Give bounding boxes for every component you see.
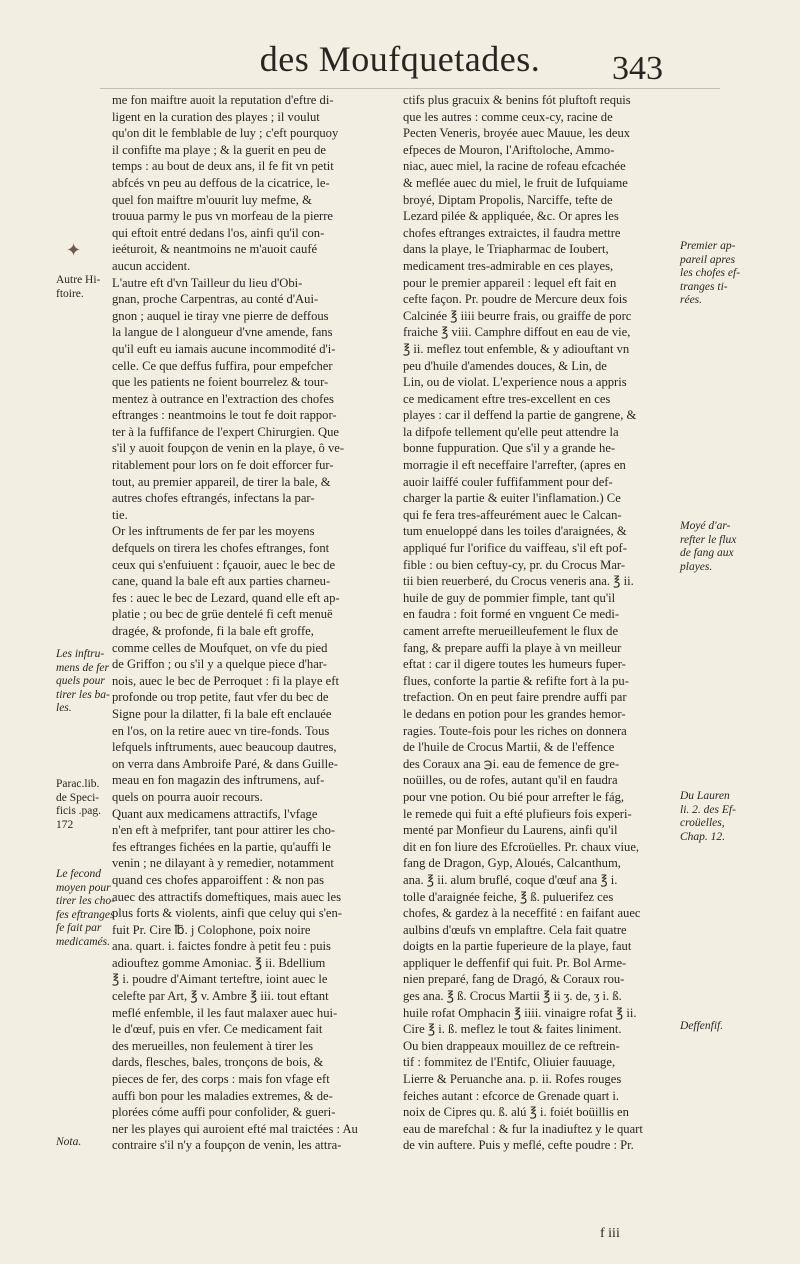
- margin-note-arrester-flux: Moyé d'ar- refter le flux de fang aux playes.: [680, 520, 737, 573]
- margin-note-paracelse: Parac.lib. de Speci- ficis .pag. 172: [56, 778, 102, 831]
- text-line: auec des attractifs domeftiques, mais auec les: [112, 889, 342, 904]
- text-line: huile rofat Omphacin ℥ iiii. vinaigre rofat ℥ ii.: [403, 1005, 637, 1020]
- text-line: le dedans en potion pour les grandes hemor-: [403, 706, 626, 721]
- text-line: ragies. Toute-fois pour les riches on donnera: [403, 723, 627, 738]
- text-line: eftat : car il digere toutes les humeurs fuper-: [403, 657, 626, 672]
- text-line: fes : auec le bec de Lezard, quand elle eft ap-: [112, 590, 340, 605]
- text-line: gnon ; auquel ie tiray vne pierre de deffous: [112, 308, 329, 323]
- text-line: eau de marefchal : & fur la inadiuftez y le quart: [403, 1121, 643, 1136]
- margin-note-deffensif: Deffenfif.: [680, 1020, 724, 1032]
- margin-note-du-laurens: Du Lauren li. 2. des Ef- croüelles, Chap. 12.: [680, 790, 736, 843]
- text-line: des Coraux ana ℈i. eau de femence de gre-: [403, 756, 620, 771]
- text-line: dans la playe, le Triapharmac de Ioubert,: [403, 242, 609, 257]
- text-line: que les patients ne foient bourrelez & tour-: [112, 375, 329, 390]
- text-line: bonne fuppuration. Que s'il y a grande he-: [403, 441, 616, 456]
- text-line: venin ; ne dilayant à y remedier, notamment: [112, 856, 334, 871]
- text-line: qui fe fera tres-affeurément auec le Calcan-: [403, 507, 622, 522]
- text-line: charger la partie & euiter l'inflamation.) Ce: [403, 491, 621, 506]
- text-line: fang de Dragon, Gyp, Aloués, Calcanthum,: [403, 856, 621, 871]
- margin-note-second-moyen: Le fecond moyen pour tirer les cho- fes eftranges fe fait par medicamés.: [56, 868, 115, 948]
- text-line: Ou bien drappeaux mouillez de ce reftrein-: [403, 1038, 620, 1053]
- text-line: Lierre & Peruanche ana. p. ii. Rofes rouges: [403, 1072, 622, 1087]
- text-line: meflé enfemble, il les faut malaxer auec hui-: [112, 1005, 338, 1020]
- text-line: quels on pourra auoir recours.: [112, 789, 263, 804]
- text-line: lefquels inftruments, auec beaucoup dautres,: [112, 740, 337, 755]
- text-line: ana. ℥ ii. alum bruflé, coque d'œuf ana ℥ i.: [403, 872, 618, 887]
- text-line: en faudra : foit formé en vnguent Ce medi-: [403, 607, 620, 622]
- text-line: abfcés vn peu au deffous de la cicatrice, le-: [112, 175, 330, 190]
- text-line: qui eftoit entré dedans l'os, ainfi qu'il con-: [112, 225, 325, 240]
- text-line: pour le premier appareil : lequel eft fait en: [403, 275, 617, 290]
- text-line: dards, flesches, bales, tronçons de bois, &: [112, 1055, 324, 1070]
- text-line: doigts en la partie fuperieure de la playe, faut: [403, 939, 632, 954]
- text-line: adiouftez gomme Amoniac. ℥ ii. Bdellium: [112, 955, 326, 970]
- text-line: fible : ou bien ceftuy-cy, pr. du Crocus Mar-: [403, 557, 626, 572]
- text-line: on verra dans Ambroife Paré, & dans Guille-: [112, 756, 338, 771]
- text-line: autres chofes eftrangés, infectans la par-: [112, 491, 315, 506]
- text-line: fraiche ℥ viii. Camphre diffout en eau de vie,: [403, 325, 631, 340]
- text-line: ana. quart. i. faictes fondre à petit feu : puis: [112, 939, 331, 954]
- text-line: nien preparé, fang de Dragó, & Coraux rou-: [403, 972, 625, 987]
- text-line: gnan, proche Carpentras, au conté d'Aui-: [112, 292, 319, 307]
- text-line: ligent en la curation des playes ; il voulut: [112, 109, 320, 124]
- text-line: meau en fon magazin des inftrumens, auf-: [112, 773, 325, 788]
- text-line: quand ces chofes apparoiffent : & non pas: [112, 872, 325, 887]
- text-line: s'il y auoit foupçon de venin en la playe, ô ve-: [112, 441, 345, 456]
- text-line: pieces de fer, des corps : mais fon vfage eft: [112, 1072, 330, 1087]
- right-text-column: [403, 92, 679, 1154]
- text-line: Lezard pilée & appliquée, &c. Or apres les: [403, 209, 619, 224]
- text-line: Signe pour la dilatter, fi la bale eft enclauée: [112, 706, 332, 721]
- text-line: eftranges : neantmoins le tout fe doit rappor-: [112, 408, 337, 423]
- text-line: quel fon maiftre m'ouurit luy mefme, &: [112, 192, 312, 207]
- text-line: efpeces de Mouron, l'Ariftoloche, Ammo-: [403, 142, 615, 157]
- text-line: ritablement pour lors on fe doit efforcer fur-: [112, 458, 334, 473]
- text-line: broyé, Diptam Propolis, Narciffe, tefte de: [403, 192, 613, 207]
- text-line: ℥ ii. meflez tout enfemble, & y adiouftant vn: [403, 341, 630, 356]
- text-line: noüilles, ou de rofes, autant qu'il en faudra: [403, 773, 618, 788]
- header-rule: [100, 88, 720, 89]
- text-line: ce medicament eftre tres-excellent en ces: [403, 391, 611, 406]
- text-line: Calcinée ℥ iiii beurre frais, ou graiffe de porc: [403, 308, 632, 323]
- text-line: profonde ou trop petite, faut vfer du bec de: [112, 690, 329, 705]
- text-line: chofes, & gardez à la neceffité : en faifant auec: [403, 906, 641, 921]
- signature-mark: f iii: [600, 1226, 620, 1241]
- text-line: cament arrefte merueilleufement le flux de: [403, 624, 619, 638]
- left-text-column: [112, 92, 388, 1154]
- text-line: tif : fommitez de l'Entifc, Oliuier fauuage,: [403, 1055, 616, 1070]
- text-line: appliqué fur l'orifice du vaiffeau, s'il eft pof-: [403, 541, 627, 556]
- text-line: defquels on tirera les chofes eftranges, font: [112, 541, 330, 556]
- text-line: tout, au premier appareil, de tirer la bale, &: [112, 474, 331, 489]
- text-line: en l'os, on la retire auec vn tire-fonds. Tous: [112, 723, 330, 738]
- text-line: ceux qui s'enfuiuent : fçauoir, auec le bec de: [112, 557, 336, 572]
- text-line: feiches autant : efcorce de Grenade quart i.: [403, 1088, 620, 1103]
- text-line: celefte par Art, ℥ v. Ambre ℥ iii. tout eftant: [112, 989, 329, 1004]
- text-line: ieéturoit, & neantmoins ne m'auoit caufé: [112, 242, 318, 257]
- text-line: niac, auec miel, la racine de rofeau efcachée: [403, 159, 626, 174]
- text-line: trefaction. On en peut faire prendre auffi par: [403, 690, 627, 705]
- text-line: menté par Monfieur du Laurens, ainfi qu'il: [403, 823, 618, 838]
- text-line: ner les playes qui auroient efté mal traictées : Au: [112, 1121, 358, 1136]
- text-line: comme celles de Moufquet, on vfe du pied: [112, 640, 328, 655]
- text-line: & meflée auec du miel, le fruit de Iufquiame: [403, 175, 628, 190]
- page-title: des Moufquetades.: [259, 39, 541, 79]
- text-line: le d'œuf, puis en vfer. Ce medicament fait: [112, 1022, 323, 1037]
- text-line: L'autre eft d'vn Tailleur du lieu d'Obi-: [112, 275, 303, 290]
- text-line: auoir laiffé couler fuffifamment pour def-: [403, 474, 613, 489]
- page-number: 343: [612, 50, 663, 87]
- text-line: ctifs plus gracuix & benins fót pluftoft requis: [403, 93, 631, 107]
- text-line: tum enueloppé dans les toiles d'araignées, &: [403, 524, 627, 539]
- text-line: aucun accident.: [112, 258, 191, 273]
- text-line: huile de guy de pommier fimple, tant qu'il: [403, 590, 616, 605]
- text-line: celle. Ce que deffus fuffira, pour empefcher: [112, 358, 333, 373]
- text-line: flues, conforte la partie & refifte fort à la pu-: [403, 673, 629, 688]
- text-line: la langue de l alongueur d'vne amende, fans: [112, 325, 333, 340]
- text-line: qu'il euft eu iamais aucune incommodité d'i-: [112, 341, 336, 356]
- text-line: appliquer le deffenfif qui fuit. Pr. Bol Arme-: [403, 955, 627, 970]
- text-line: fang, & prepare auffi la playe à vn meilleur: [403, 640, 622, 655]
- text-line: fuit Pr. Cire ℔. j Colophone, poix noire: [112, 922, 311, 937]
- text-line: platie ; ou bec de grüe dentelé fi ceft menuë: [112, 607, 333, 622]
- text-line: Lin, ou de violat. L'experience nous a appris: [403, 375, 627, 390]
- margin-note-autre-histoire: Autre Hi- ftoire.: [56, 274, 101, 300]
- text-line: dragée, & profonde, fi la bale eft groffe,: [112, 624, 314, 638]
- text-line: fes eftranges fichées en la partie, qu'auffi le: [112, 839, 331, 854]
- text-line: de Griffon ; ou s'il y a quelque piece d'har-: [112, 657, 327, 672]
- text-line: dit en fon liure des Efcroüelles. Pr. chaux viue,: [403, 839, 640, 854]
- text-line: Cire ℥ i. ß. meflez le tout & faites liniment.: [403, 1022, 622, 1037]
- text-line: peu d'huile d'amendes douces, & Lin, de: [403, 358, 607, 373]
- text-line: le remede qui fuit a efté plufieurs fois experi-: [403, 806, 632, 821]
- text-line: temps : au bout de deux ans, il fe fit vn petit: [112, 159, 334, 174]
- text-line: tie.: [112, 507, 128, 522]
- text-line: tii bien reuerberé, du Crocus veneris ana. ℥ ii.: [403, 574, 634, 589]
- text-line: que les autres : comme ceux-cy, racine de: [403, 109, 613, 124]
- margin-note-premier-appareil: Premier ap- pareil apres les chofes ef- tranges ti- rées.: [680, 240, 741, 306]
- text-line: trouua parmy le pus vn morfeau de la pierre: [112, 209, 334, 224]
- text-line: la difpofe tellement qu'elle peut attendre la: [403, 424, 619, 439]
- text-line: Or les inftruments de fer par les moyens: [112, 524, 315, 539]
- text-line: des merueilles, non feulement à tirer les: [112, 1038, 314, 1053]
- text-line: de vin auftere. Puis y meflé, cefte poudre : Pr.: [403, 1138, 634, 1153]
- text-line: ter à la fuffifance de l'expert Chirurgien. Que: [112, 424, 339, 439]
- text-line: Quant aux medicamens attractifs, l'vfage: [112, 806, 318, 821]
- text-line: plus forts & violents, ainfi que celuy qui s'en-: [112, 906, 342, 921]
- ink-mark-icon: ✦: [66, 240, 82, 261]
- text-line: pour vne potion. Ou bié pour arrefter le fág,: [403, 789, 625, 804]
- text-line: Pecten Veneris, broyée auec Mauue, les deux: [403, 126, 631, 141]
- text-line: cefte façon. Pr. poudre de Mercure deux fois: [403, 292, 628, 307]
- text-line: ges ana. ℥ ß. Crocus Martii ℥ ii ʒ. de, ʒ i. ß.: [403, 989, 622, 1004]
- text-line: medicament tres-admirable en ces playes,: [403, 258, 614, 273]
- text-line: cane, quand la bale eft aux parties charneu-: [112, 574, 331, 589]
- text-line: qu'on dit le femblable de luy ; c'eft pourquoy: [112, 126, 339, 141]
- text-line: me fon maiftre auoit la reputation d'eftre di-: [112, 93, 334, 107]
- text-line: mentez à outrance en l'extraction des chofes: [112, 391, 334, 406]
- text-line: tolle d'araignée feiche, ℥ ß. puluerifez ces: [403, 889, 614, 904]
- text-line: noix de Cipres qu. ß. alú ℥ i. foiét boüillis en: [403, 1105, 629, 1120]
- text-line: contraire s'il n'y a foupçon de venin, les attra-: [112, 1138, 342, 1153]
- text-line: chofes eftranges extraictes, il faudra mettre: [403, 225, 621, 240]
- text-line: de l'huile de Crocus Martii, & de l'effence: [403, 740, 615, 755]
- margin-note-instruments: Les inftru- mens de fer quels pour tirer les ba- les.: [56, 648, 110, 714]
- text-line: playes : car il deffend la partie de gangrene, &: [403, 408, 637, 423]
- text-line: aulbins d'œufs vn emplaftre. Cela fait quatre: [403, 922, 627, 937]
- text-line: plorées cóme auffi pour confolider, & gueri-: [112, 1105, 336, 1120]
- text-line: n'en eft à mefprifer, tant pour attirer les cho-: [112, 823, 336, 838]
- text-line: il confifte ma playe ; & la guerit en peu de: [112, 142, 327, 157]
- text-line: auffi bon pour les maladies extremes, & de-: [112, 1088, 333, 1103]
- text-line: ℥ i. poudre d'Aimant terteftre, ioint auec le: [112, 972, 328, 987]
- margin-note-nota: Nota.: [56, 1136, 82, 1148]
- text-line: nois, auec le bec de Perroquet : fi la playe eft: [112, 673, 339, 688]
- text-line: morragie il eft neceffaire l'arrefter, (apres en: [403, 458, 626, 473]
